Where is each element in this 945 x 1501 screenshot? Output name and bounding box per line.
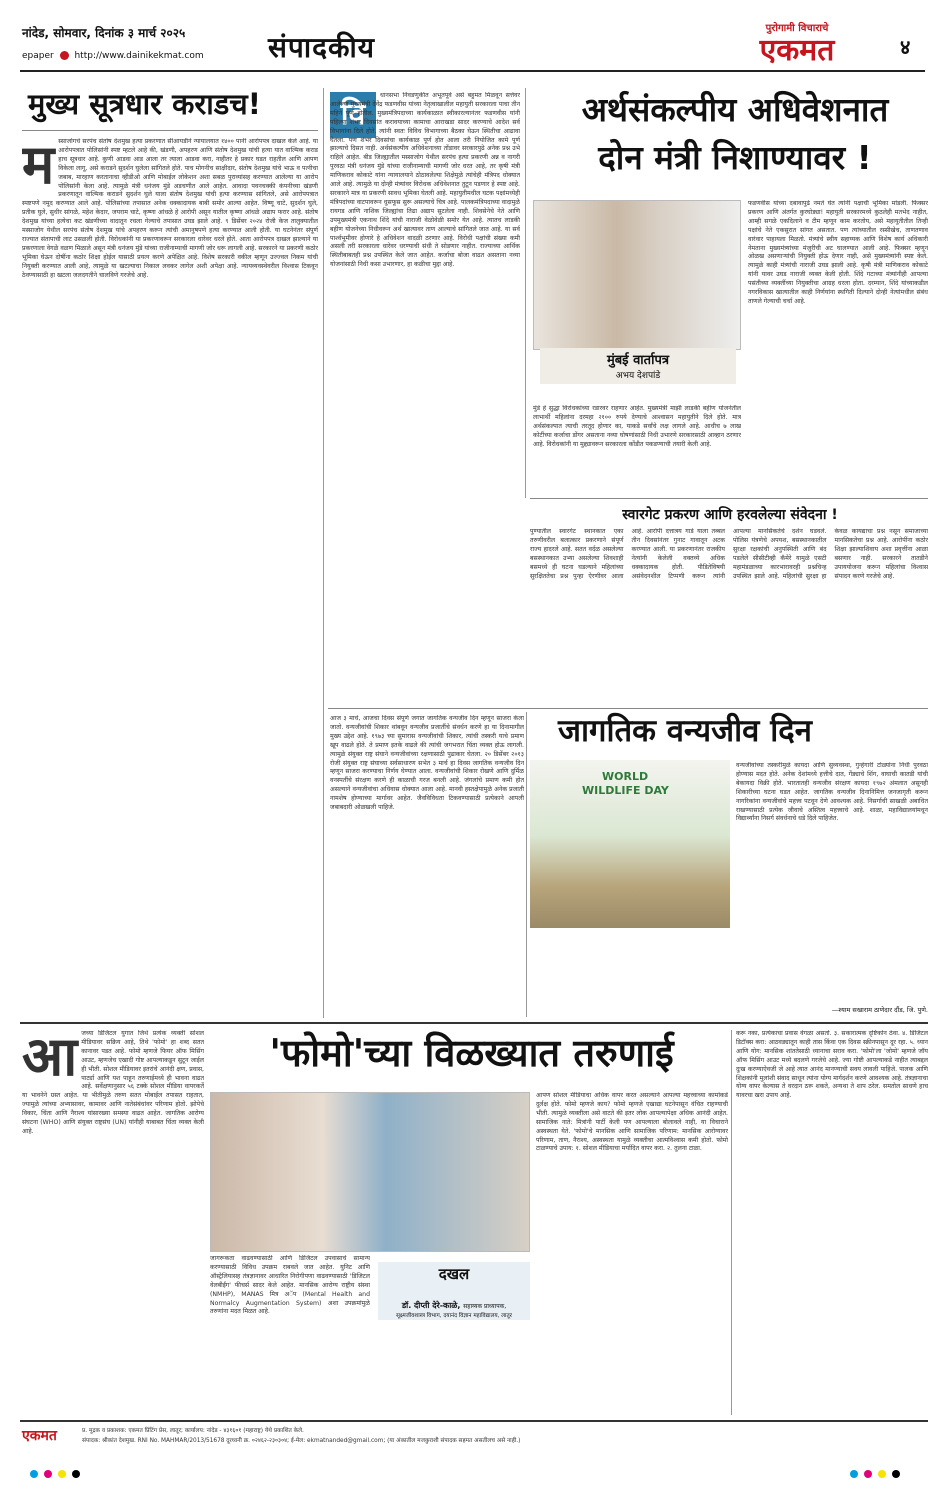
ministers-photo <box>533 200 741 350</box>
footer-line-1: प्र. मुद्रक व प्रकाशक: एकमत प्रिंटिंग प्रेस, लातूर; कार्यालय: नांदेड - ४३१६०१ (महाराष्ट्र) येथे प्रकाशित केले. <box>82 1428 304 1434</box>
fomo-left-text: जच्या डिजिटल युगात जिथे प्रत्येक व्यक्ती सोशल मीडियावर सक्रिय आहे, तिथे 'फोमो' हा शब्द सतत कानावर पडत आहे. फोमो म्हणजे फियर ऑफ मिसिंग आउट, म्हणजेच एखादी गोष्ट आपल्याकडून सुटून जाईल ही भीती. सोशल मीडियावर इतरांचे आनंदी क्षण, प्रवास, पार्ट्या आणि यश पाहून तरुणाईमध्ये ही भावना वाढत आहे. सर्वेक्षणानुसार ५६ टक्के सोशल मीडिया वापरकर्ते या भावनेने ग्रस्त आहेत. या भीतीमुळे तरुण सतत मोबाईल तपासत राहतात, ज्यामुळे त्यांच्या अभ्यासावर, कामावर आणि नातेसंबंधांवर परिणाम होतो. झोपेचे विकार, चिंता आणि नैराश्य यांसारख्या समस्या वाढत आहेत. जागतिक आरोग्य संघटना (WHO) आणि संयुक्त राष्ट्रसंघ (UN) यांनीही याबाबत चिंता व्यक्त केली आहे. <box>22 1030 204 1135</box>
footer-line-2: संपादक: श्रीकांत देशमुख. RNI No. MAHMAR/2013/51678 दूरध्वनी क्र. ०२४६२-२३०३०४; ई-मेल: ekmatnanded@gmail.com; (या अंकातील मजकुराशी संपादक सहमत असतीलच असे नाही.) <box>82 1438 521 1444</box>
editorial-title: मुख्य सूत्रधार कराडच! <box>28 87 261 121</box>
fomo-author: डॉ. दीप्ती देरे-काळे, <box>401 1301 461 1310</box>
fomo-author-inst: सूक्ष्मजीवशास्त्र विभाग, दयानंद विज्ञान महाविद्यालय, लातूर <box>396 1313 512 1319</box>
fomo-mid-body: जागरूकता वाढवण्यासाठी आणि डिजिटल उपवासाचे सामान्य करण्यासाठी विविध उपक्रम राबवले जात आहेत. युनिट आणि ऑस्ट्रेलियासह तंत्रज्ञानावर आधारित निरोगीपणा वाढवण्यासाठी 'डिजिटल वेलबीईंग' फीचर्स सादर केले आहेत. मानसिक आरोग्य राष्ट्रीय संस्था (NMHP), MANAS मित्र अॅप (Mental Health and Normalcy Augmentation System) अशा उपक्रमांमुळे तरुणांना मदत मिळत आहे. <box>210 1255 370 1316</box>
fomo-dropcap: आ <box>22 1030 78 1088</box>
swargate-rule <box>328 708 928 709</box>
wildlife-signature: —श्याम सखाराम ठाणेदार दौंड, जि. पुणे. <box>831 1006 928 1014</box>
section-title: संपादकीय <box>268 31 375 64</box>
brand-logo: एकमत <box>759 33 835 68</box>
editorial-text: स्साजोगचे सरपंच संतोष देशमुख हत्या प्रकरणात सीआयडीने न्यायालयात १४०० पानी आरोपपत्र दाखल केले आहे. या आरोपपत्रात पोलिसांनी स्पष्ट म्हटले आहे की, खंडणी, अपहरण आणि संतोष देशमुख यांची हत्या यात वाल्मिक कराड हाच सूत्रधार आहे. कुणी आडवा आड आला तर त्याला आडवा करा, नाहीतर हे प्रकार घडत राहतील आणि आपण विकेला लागू, असे कराडने सुदर्शन घुलेला सांगितले होते. पाच मोगनीच साक्षीदार, संतोष देशमुख यांचे भाऊ व पत्नीचा जबाब, मारहाण करतानाचा व्हीडीओ आणि मोबाईल लोकेशन अशा सबळ पुराव्यांसह करण्यात आलेल्या या आरोप पोलिसांनी केला आहे. त्यामुळे मंत्री धनंजय मुंडे अडचणीत आले आहेत. आवादा पवनचक्की कंपनीच्या खंडणी प्रकरणातून वाल्मिक कराडने सुदर्शन घुले याला संतोष देशमुख यांची हत्या करण्यास सांगितले, असे आरोपपत्रात स्पष्टपणे नमूद करण्यात आले आहे. पोलिसांच्या तपासात अनेक धक्कादायक बाबी समोर आल्या आहेत. विष्णू चाटे, सुदर्शन घुले, प्रतीक घुले, सुधीर सांगळे, महेश केदार, जयराम चाटे, कृष्णा आंधळे हे आरोपी असून यातील कृष्णा आंधळे अद्याप फरार आहे. संतोष देशमुख यांच्या हत्येचा कट खंडणीच्या वादातून रचला गेल्याचे तपासात उघड झाले आहे. ९ डिसेंबर २०२४ रोजी केज तालुक्यातील मस्साजोग येथील सरपंच संतोष देशमुख यांचे अपहरण करून त्यांची अमानुषपणे हत्या करण्यात आली होती. या घटनेनंतर संपूर्ण राज्यात संतापाची लाट उसळली होती. विरोधकांनी या प्रकरणावरून सरकारला धारेवर धरले होते. आता आरोपपत्र दाखल झाल्याने या प्रकरणाला वेगळे वळण मिळाले असून मंत्री धनंजय मुंडे यांच्या राजीनाम्याची मागणी जोर धरू लागली आहे. सरकारने या प्रकरणी कठोर भूमिका घेऊन दोषींना कठोर शिक्षा होईल यासाठी प्रयत्न करणे अपेक्षित आहे. विशेष सरकारी वकील म्हणून उज्ज्वल निकम यांची नियुक्ती करण्यात आली आहे, त्यामुळे या खटल्याचा निकाल लवकर लागेल अशी अपेक्षा आहे. न्यायव्यवस्थेवरील विश्वास टिकवून ठेवण्यासाठी हा खटला जलदगतीने चालविणे गरजेचे आहे. <box>22 138 318 279</box>
lead-headline-1: अर्थसंकल्पीय अधिवेशनात <box>581 90 889 129</box>
lead-right-body: फडणवीस यांच्या दबावापुढे नमते घेत त्यांनी पक्षाची भूमिका मांडली. फिक्सर प्रकरण आणि अंतर्गत कुरघोड्या! महायुती सरकारमध्ये कुठलेही मतभेद नाहीत, आम्ही सगळे एकदिलाने व टीम म्हणून काम करतोय, असे महायुतीतील तिन्ही पक्षांचे नेते एकसुरात सांगत असतात. पण त्यांच्यातील रस्सीखेच, ताणतणाव वारंवार पाहायला मिळतो. मंत्र्यांचे स्वीय सहाय्यक आणि विशेष कार्य अधिकारी नेमताना मुख्यमंत्र्यांच्या मंजुरीची अट घालण्यात आली आहे. फिक्सर म्हणून ओळख असणाऱ्यांची नियुक्ती होऊ देणार नाही, असे मुख्यमंत्र्यांनी स्पष्ट केले. त्यामुळे काही मंत्र्यांची नाराजी उघड झाली आहे. कृषी मंत्री माणिकराव कोकाटे यांनी यावर उघड नाराजी व्यक्त केली होती. शिंदे गटाच्या मंत्र्यांनीही आपल्या पसंतीच्या व्यक्तींच्या नियुक्तीचा आग्रह धरला होता. दरम्यान, शिंदे यांच्याकडील नगरविकास खात्यातील काही निर्णयांना स्थगिती दिल्याने दोन्ही नेत्यांमधील संबंध ताणले गेल्याची चर्चा आहे. <box>748 200 928 305</box>
globe-icon <box>60 51 69 60</box>
reg-mark <box>44 1470 52 1478</box>
reg-mark <box>878 1470 886 1478</box>
footer-brand: एकमत <box>22 1428 57 1444</box>
col-rule-1 <box>323 88 324 1018</box>
col-rule-2 <box>525 88 526 498</box>
column-name: मुंबई वार्तापत्र <box>606 353 670 368</box>
dakhal-label: दखल <box>438 1265 470 1283</box>
date-line: नांदेड, सोमवार, दिनांक ३ मार्च २०२५ <box>22 26 186 40</box>
editorial-title-rule <box>22 130 318 131</box>
wildlife-headline: जागतिक वन्यजीव दिन <box>558 713 812 749</box>
author-box <box>378 1300 530 1328</box>
wildlife-left-body: आज ३ मार्च, आजचा दिवस संपूर्ण जगात जागतिक वन्यजीव दिन म्हणून साजरा केला जातो. वन्यजीवांची शिकार थांबवून वन्यजीव प्रजातींचे संवर्धन करणे हा या दिनामागील मुख्य उद्देश आहे. १९७३ च्या सुमारास वन्यजीवांची शिकार, त्यांची तस्करी याचे प्रमाण खूप वाढले होते. ते प्रमाण इतके वाढले की त्यांची जगभरात चिंता व्यक्त होऊ लागली. त्यामुळे संयुक्त राष्ट्र संघाने वन्यजीवांच्या रक्षणासाठी पुढाकार घेतला. २० डिसेंबर २०१३ रोजी संयुक्त राष्ट्र संघाच्या सर्वसाधारण सभेत ३ मार्च हा दिवस जागतिक वन्यजीव दिन म्हणून साजरा करण्याचा निर्णय घेण्यात आला. वन्यजीवांची शिकार रोखणे आणि दुर्मिळ वनस्पतींचे संरक्षण करणे ही काळाची गरज बनली आहे. जंगलांचे प्रमाण कमी होत असल्याने वन्यजीवांचा अधिवास धोक्यात आला आहे. मानवी हस्तक्षेपामुळे अनेक प्रजाती नामशेष होण्याच्या मार्गावर आहेत. जैवविविधता टिकवण्यासाठी प्रत्येकाने आपली जबाबदारी ओळखली पाहिजे. <box>330 715 524 812</box>
reg-mark <box>58 1470 66 1478</box>
editorial-dropcap: म <box>22 138 55 196</box>
epaper-bar <box>22 51 204 61</box>
page-number: ४ <box>900 35 911 59</box>
wildlife-badge-1: WORLD <box>602 770 649 783</box>
fomo-far-body: करू नका, प्रत्येकाचा प्रवास वेगळा असतो. ३. सकारात्मक दृष्टिकोन ठेवा. ४. डिजिटल डिटॉक्स करा: आठवड्यातून काही तास किंवा एक दिवस स्क्रीनपासून दूर रहा. ५. ध्यान आणि योग: मानसिक शांततेसाठी ध्यानाचा सराव करा. 'फोमो'ला 'जोमो' म्हणजे जॉय ऑफ मिसिंग आउट मध्ये बदलणे गरजेचे आहे. ज्या गोष्टी आपल्याकडे नाहीत त्याबद्दल दुःख करण्याऐवजी जे आहे त्यात आनंद मानण्याची सवय लावली पाहिजे. पालक आणि शिक्षकांनी मुलांशी संवाद साधून त्यांना योग्य मार्गदर्शन करणे आवश्यक आहे. तंत्रज्ञानाचा योग्य वापर केल्यास ते वरदान ठरू शकते, अन्यथा ते शाप ठरेल. समतोल साधणे हाच यावरचा खरा उपाय आहे. <box>736 1030 928 1100</box>
footer-rule <box>20 1420 928 1422</box>
mast-dropcap: वि <box>340 97 366 132</box>
color-registration-bar <box>30 1470 910 1482</box>
brand-tagline: पुरोगामी विचाराचे <box>765 23 829 34</box>
swargate-headline: स्वारगेट प्रकरण आणि हरवलेल्या संवेदना ! <box>622 507 838 523</box>
masthead-rule <box>20 70 925 72</box>
fomo-left-body <box>22 1030 204 1415</box>
reg-mark <box>864 1470 872 1478</box>
main-divider <box>20 1022 928 1024</box>
mast-article-body: धानसभा निवडणुकीत अभूतपूर्व असे बहुमत मिळवून सत्तेवर आलेल्या मुख्यमंत्री देवेंद्र फडणवीस यांच्या नेतृत्वाखालील महायुती सरकारला पाचा तीन महिने पूर्ण होतील. मुख्यमंत्रिपदाच्या कार्यकाळात स्वीकारल्यानंतर फडणवीस यांनी पहिल्या शंभर दिवसांत करावयाच्या कामाचा आराखडा सादर करण्याचे आदेश सर्व विभागांना दिले होते. त्यांनी स्वतः विविध विभागाच्या बैठका घेऊन स्थितीचा आढावा घेतला. पण शंभर दिवसांचा कार्यकाळ पूर्ण होत आला तरी नियोजित कामे पूर्ण झाल्याचे दिसत नाही. अर्थसंकल्पीय अधिवेशनाच्या तोंडावर सरकारपुढे अनेक प्रश्न उभे राहिले आहेत. बीड जिल्ह्यातील मस्साजोग येथील सरपंच हत्या प्रकरणी अन्न व नागरी पुरवठा मंत्री धनंजय मुंडे यांच्या राजीनाम्याची मागणी जोर धरत आहे, तर कृषी मंत्री माणिकराव कोकाटे यांना न्यायालयाने ठोठावलेल्या शिक्षेमुळे त्यांचेही मंत्रिपद धोक्यात आले आहे. त्यामुळे या दोन्ही मंत्र्यांवर विरोधक अधिवेशनात तुटून पडणार हे स्पष्ट आहे. सरकारने मात्र या प्रकरणी सावध भूमिका घेतली आहे. महायुतीमधील घटक पक्षांमध्येही मंत्रिपदांच्या वाटपावरून धुसफूस सुरू असल्याचे चित्र आहे. पालकमंत्रिपदाच्या वादामुळे रायगड आणि नाशिक जिल्ह्यांचा तिढा अद्याप सुटलेला नाही. शिवसेनेचे नेते आणि उपमुख्यमंत्री एकनाथ शिंदे यांची नाराजी वेळोवेळी समोर येत आहे. त्यातच लाडकी बहीण योजनेच्या निधीवरून अर्थ खात्यावर ताण आल्याचे सांगितले जात आहे. या सर्व पार्श्वभूमीवर होणारे हे अधिवेशन वादळी ठरणार आहे. विरोधी पक्षांची संख्या कमी असली तरी सरकारला धारेवर धरण्याची संधी ते सोडणार नाहीत. राज्याच्या आर्थिक स्थितीबाबतही प्रश्न उपस्थित केले जात आहेत. कर्जाचा बोजा वाढत असताना नव्या योजनांसाठी निधी कसा उभारणार, हा कळीचा मुद्दा आहे. <box>330 92 520 269</box>
reg-mark <box>892 1470 900 1478</box>
website-url[interactable]: http://www.dainikekmat.com <box>74 51 204 61</box>
wildlife-right-body: वन्यजीवांच्या तस्करीमुळे कायदा आणि सुव्यवस्था, गुन्हेगारी टोळ्यांना निधी पुरवठा होण्यास मदत होते. अनेक देशांमध्ये हत्तीचे दात, गेंड्याचे शिंग, वाघाची कातडी यांची बेकायदा विक्री होते. भारतातही वन्यजीव संरक्षण कायदा १९७२ अंमलात असूनही शिकारीच्या घटना घडत आहेत. जागतिक वन्यजीव दिनानिमित्त जनजागृती करून नागरिकांना वन्यजीवांचे महत्त्व पटवून देणे आवश्यक आहे. निसर्गाची साखळी अबाधित राखण्यासाठी प्रत्येक जीवाचे अस्तित्व महत्त्वाचे आहे. शाळा, महाविद्यालयांमधून विद्यार्थ्यांना निसर्ग संवर्धनाचे धडे दिले पाहिजेत. <box>736 762 928 823</box>
lead-bottom-body: मुंडे हे सुद्धा विरोधकांच्या रडारवर राहणार आहेत. मुख्यमंत्री माझी लाडकी बहीण योजनेतील लाभार्थी महिलांना दरमहा २१०० रुपये देण्याचे आश्वासन महायुतीने दिले होते. मात्र अर्थसंकल्पात त्याची तरतूद होणार का, याकडे सर्वांचे लक्ष लागले आहे. आधीच ७ लाख कोटींच्या कर्जाचा डोंगर असताना नव्या घोषणांसाठी निधी उभारणे सरकारसाठी आव्हान ठरणार आहे. विरोधकांनी या मुद्द्यावरून सरकारला कोंडीत पकडण्याची तयारी केली आहे. <box>533 405 741 448</box>
column-tag <box>540 348 736 384</box>
fomo-author-role: सहाय्यक प्राध्यापक, <box>463 1303 507 1310</box>
fomo-right-body: आपण सोशल मीडियाचा अधिक वापर करत असल्याने आपल्या महत्त्वाच्या कामांकडे दुर्लक्ष होते. फोमो म्हणजे काय? फोमो म्हणजे एखाद्या घटनेपासून वंचित राहण्याची भीती. त्यामुळे व्यक्तीला असे वाटते की इतर लोक आपल्यापेक्षा अधिक आनंदी आहेत. सामाजिक नाते: मित्रांनी पार्टी केली पण आपल्याला बोलावले नाही, या विचाराने अस्वस्थता येते. 'फोमो'चे मानसिक आणि सामाजिक परिणाम: मानसिक आरोग्यावर परिणाम, ताण, नैराश्य, अस्वस्थता यामुळे व्यक्तीचा आत्मविश्वास कमी होतो. फोमो टाळण्याचे उपाय: १. सोशल मीडियाचा मर्यादित वापर करा. २. तुलना टाळा. <box>536 1092 728 1153</box>
reg-mark <box>30 1470 38 1478</box>
wildlife-badge-2: WILDLIFE DAY <box>582 784 669 797</box>
lead-headline-2: दोन मंत्री निशाण्यावर ! <box>598 138 872 177</box>
swargate-body: पुण्यातील स्वारगेट स्थानकात एका तरुणीवरील बलात्कार प्रकरणाने संपूर्ण राज्य हादरले आहे. सतत वर्दळ असलेल्या बसस्थानकात उभ्या असलेल्या शिवशाही बसमध्ये ही घटना घडल्याने महिलांच्या सुरक्षिततेचा प्रश्न पुन्हा ऐरणीवर आला आहे. आरोपी दत्तात्रय गाडे याला तब्बल तीन दिवसांनंतर गुनाट गावातून अटक करण्यात आली. या प्रकरणानंतर राजकीय नेत्यांनी केलेली वक्तव्ये अधिक धक्कादायक होती. पीडितेविषयी असंवेदनशील टिप्पणी करून त्यांनी आपल्या मानसिकतेचे दर्शन घडवले. पोलिस यंत्रणेचे अपयश, बसस्थानकातील सुरक्षा रक्षकांची अनुपस्थिती आणि बंद पडलेले सीसीटीव्ही कॅमेरे यामुळे एसटी महामंडळाच्या कारभारावरही प्रश्नचिन्ह उपस्थित झाले आहे. महिलांची सुरक्षा हा केवळ कायद्याचा प्रश्न नसून समाजाच्या मानसिकतेचा प्रश्न आहे. आरोपींना कठोर शिक्षा झाल्याशिवाय अशा प्रवृत्तींना आळा बसणार नाही. सरकारने तातडीने उपाययोजना करून महिलांचा विश्वास संपादन करणे गरजेचे आहे. <box>530 528 928 580</box>
col-rule-4 <box>731 1030 732 1415</box>
reg-mark <box>72 1470 80 1478</box>
reg-mark <box>850 1470 858 1478</box>
lead-bottom-rule <box>530 498 928 499</box>
epaper-label: epaper <box>22 51 54 61</box>
col-rule-3 <box>526 712 527 1017</box>
brand-block <box>712 20 882 76</box>
editorial-body <box>22 138 318 1018</box>
column-author: अभय देशपांडे <box>615 371 661 381</box>
fomo-photo <box>210 1092 530 1252</box>
wildlife-image <box>530 760 730 928</box>
fomo-headline: 'फोमो'च्या विळख्यात तरुणाई <box>269 1031 674 1075</box>
